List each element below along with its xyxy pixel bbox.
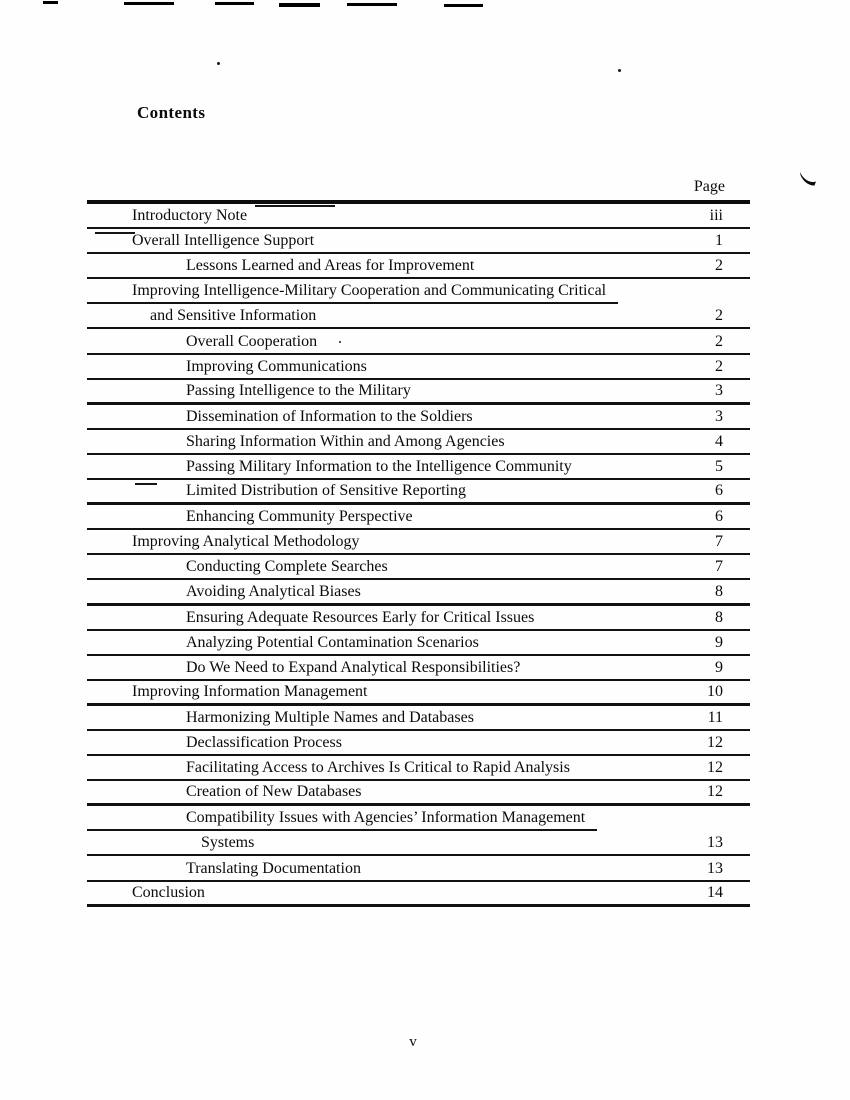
scan-artifact bbox=[215, 2, 254, 5]
toc-row bbox=[87, 631, 750, 656]
toc-row bbox=[87, 455, 750, 480]
toc-entry-label: Translating Documentation bbox=[186, 859, 361, 877]
toc-entry-label: Compatibility Issues with Agencies’ Information Management bbox=[87, 809, 597, 831]
toc-entry-page: 7 bbox=[715, 558, 723, 576]
toc-entry-label: Passing Military Information to the Intelligence Community bbox=[186, 458, 572, 476]
toc-entry-page: 4 bbox=[715, 432, 723, 450]
toc-entry-label: Improving Intelligence-Military Cooperation and Communicating Critical bbox=[87, 282, 618, 304]
toc-row bbox=[87, 806, 750, 831]
toc-row bbox=[87, 706, 750, 731]
toc-row bbox=[87, 756, 750, 781]
scan-artifact bbox=[124, 2, 174, 5]
pen-tick-mark bbox=[799, 171, 819, 188]
scan-artifact bbox=[347, 3, 397, 6]
toc-entry-label: Facilitating Access to Archives Is Critical to Rapid Analysis bbox=[186, 759, 570, 777]
toc-entry-label: Introductory Note bbox=[132, 207, 248, 225]
toc-entry-label: Passing Intelligence to the Military bbox=[186, 381, 411, 399]
toc-row bbox=[87, 731, 750, 756]
toc-row bbox=[87, 229, 750, 254]
toc-entry-label: Sharing Information Within and Among Agencies bbox=[186, 432, 505, 450]
toc-row bbox=[87, 656, 750, 681]
toc-row bbox=[87, 204, 750, 229]
toc-entry-page: 12 bbox=[707, 759, 723, 777]
toc-row bbox=[87, 304, 750, 329]
toc-row bbox=[87, 480, 750, 505]
toc-row bbox=[87, 355, 750, 380]
scan-artifact bbox=[444, 4, 483, 7]
toc-entry-label: Overall Intelligence Support bbox=[132, 232, 315, 250]
toc-entry-label: Systems bbox=[201, 834, 255, 852]
toc-entry-label: Limited Distribution of Sensitive Reporting bbox=[186, 482, 466, 500]
toc-row bbox=[87, 405, 750, 430]
table-of-contents bbox=[87, 174, 750, 907]
toc-row bbox=[87, 831, 750, 856]
scan-speck bbox=[217, 62, 220, 65]
page-column-header-label: Page bbox=[693, 178, 725, 195]
toc-row bbox=[87, 254, 750, 279]
toc-entry-page: 8 bbox=[715, 582, 723, 600]
toc-entry-page: 12 bbox=[707, 783, 723, 801]
toc-row bbox=[87, 856, 750, 881]
toc-row bbox=[87, 505, 750, 530]
toc-entry-label: Conclusion bbox=[132, 883, 205, 901]
scan-speck bbox=[618, 69, 621, 72]
toc-entry-label: Declassification Process bbox=[186, 734, 342, 752]
toc-entry-page: 2 bbox=[715, 307, 723, 325]
toc-entry-page: 2 bbox=[715, 257, 723, 275]
toc-entry-label: Dissemination of Information to the Soldiers bbox=[186, 407, 473, 425]
toc-entry-label: Lessons Learned and Areas for Improvement bbox=[186, 257, 475, 275]
toc-entry-label: Conducting Complete Searches bbox=[186, 558, 388, 576]
toc-entry-page: 3 bbox=[715, 407, 723, 425]
toc-row bbox=[87, 681, 750, 706]
toc-row bbox=[87, 380, 750, 405]
toc-rows bbox=[87, 204, 750, 907]
toc-row bbox=[87, 430, 750, 455]
toc-row bbox=[87, 530, 750, 555]
toc-entry-label: Ensuring Adequate Resources Early for Critical Issues bbox=[186, 608, 535, 626]
toc-entry-label: Improving Analytical Methodology bbox=[132, 533, 360, 551]
toc-row bbox=[87, 882, 750, 907]
scan-artifact bbox=[43, 1, 58, 4]
toc-entry-label: Avoiding Analytical Biases bbox=[186, 582, 361, 600]
toc-entry-page: 5 bbox=[715, 458, 723, 476]
toc-entry-page: 13 bbox=[707, 859, 723, 877]
toc-entry-page: 3 bbox=[715, 381, 723, 399]
toc-entry-page: 10 bbox=[707, 682, 723, 700]
toc-entry-label: Harmonizing Multiple Names and Databases bbox=[186, 708, 474, 726]
toc-entry-page: 6 bbox=[715, 482, 723, 500]
toc-row bbox=[87, 279, 750, 304]
toc-entry-label: Analyzing Potential Contamination Scenarios bbox=[186, 633, 479, 651]
toc-entry-label: and Sensitive Information bbox=[150, 307, 317, 325]
toc-entry-page: 2 bbox=[715, 357, 723, 375]
toc-entry-page: 9 bbox=[715, 633, 723, 651]
toc-entry-page: 2 bbox=[715, 332, 723, 350]
toc-row bbox=[87, 329, 750, 354]
toc-entry-page: 9 bbox=[715, 658, 723, 676]
toc-entry-page: 1 bbox=[715, 232, 723, 250]
toc-entry-page: 12 bbox=[707, 734, 723, 752]
toc-entry-page: 13 bbox=[707, 834, 723, 852]
toc-entry-page: 6 bbox=[715, 508, 723, 526]
toc-entry-page: 8 bbox=[715, 608, 723, 626]
toc-row bbox=[87, 580, 750, 605]
toc-entry-label: Overall Cooperation bbox=[186, 332, 318, 350]
toc-entry-page: 14 bbox=[707, 883, 723, 901]
toc-row bbox=[87, 781, 750, 806]
toc-row bbox=[87, 606, 750, 631]
toc-entry-page: iii bbox=[709, 207, 723, 225]
page-title: Contents bbox=[137, 103, 206, 122]
footer-page-number: v bbox=[409, 1034, 417, 1050]
scan-artifact bbox=[279, 3, 320, 7]
toc-entry-page: 7 bbox=[715, 533, 723, 551]
toc-entry-label: Improving Communications bbox=[186, 357, 367, 375]
toc-entry-label: Enhancing Community Perspective bbox=[186, 508, 413, 526]
toc-entry-label: Creation of New Databases bbox=[186, 783, 362, 801]
toc-entry-page: 11 bbox=[707, 708, 723, 726]
page-column-header bbox=[87, 174, 750, 204]
toc-row bbox=[87, 555, 750, 580]
toc-entry-label: Do We Need to Expand Analytical Responsibilities? bbox=[186, 658, 521, 676]
toc-entry-label: Improving Information Management bbox=[132, 682, 368, 700]
